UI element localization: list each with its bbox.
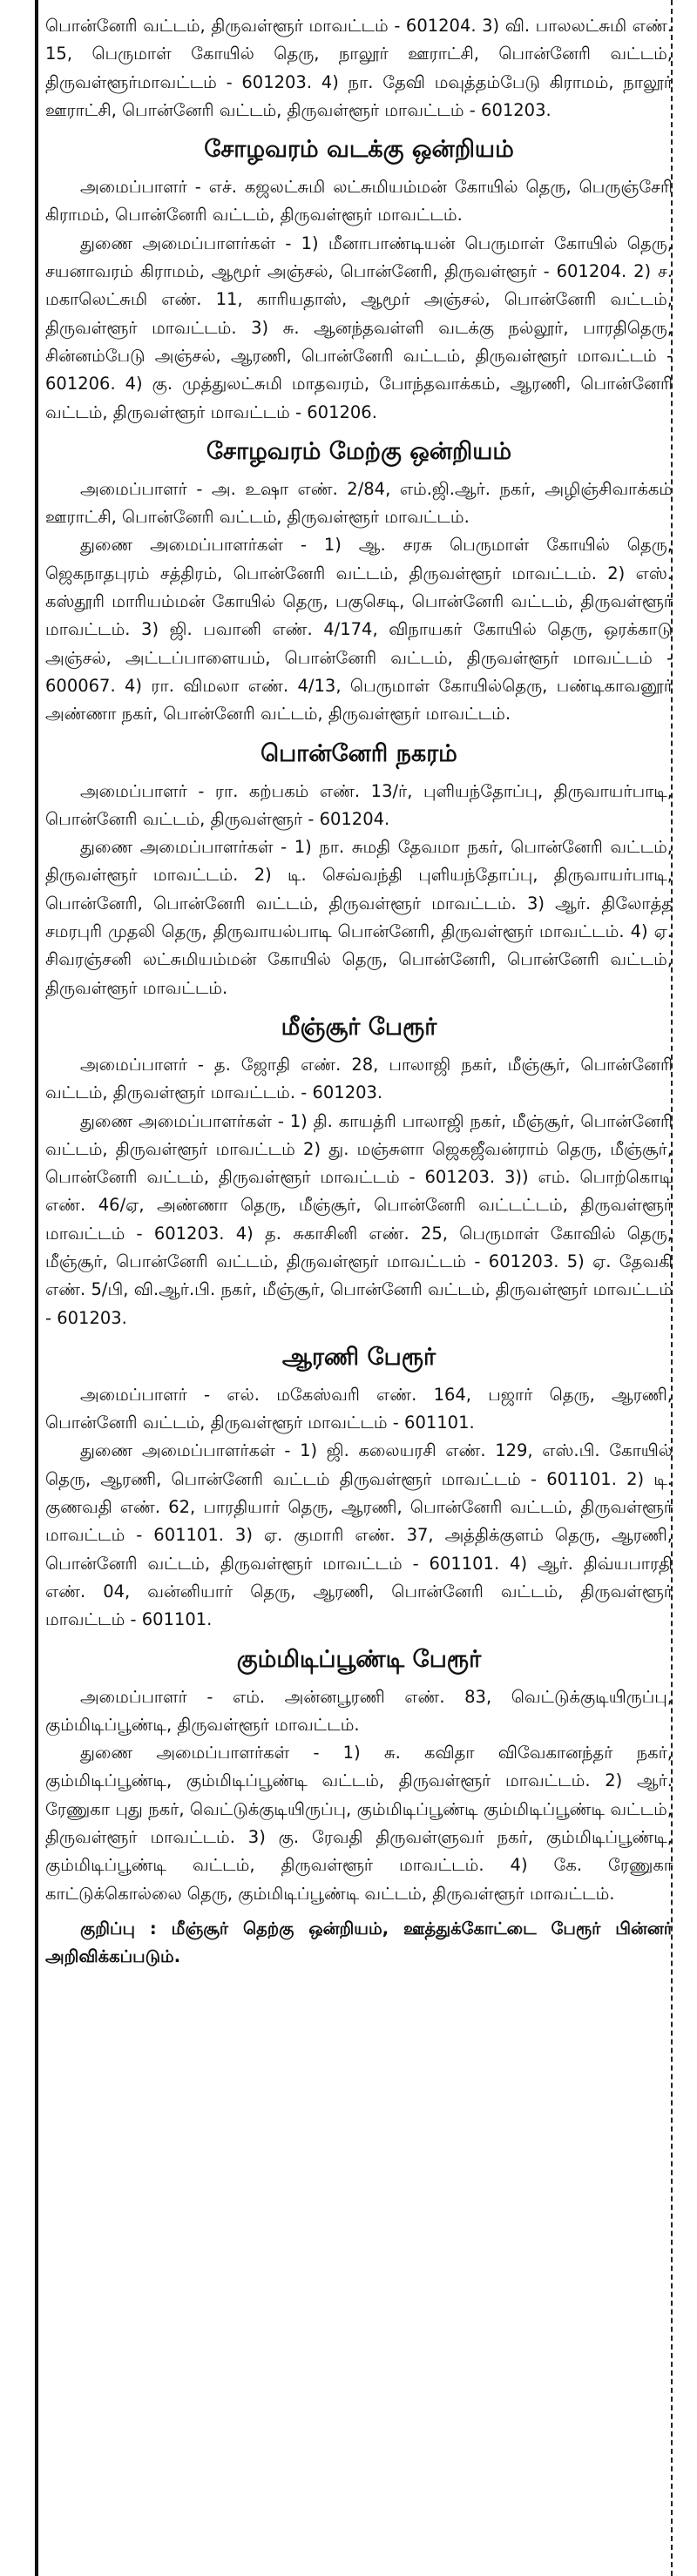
section-gummidipoondi bbox=[45, 1643, 673, 1908]
organizer-paragraph: அமைப்பாளர் - த. ஜோதி எண். 28, பாலாஜி நகர், மீஞ்சூர், பொன்னேரி வட்டம், திருவள்ளூர் மாவட்டம். - 601203. bbox=[45, 1054, 673, 1103]
section-arani bbox=[45, 1341, 673, 1635]
deputies-paragraph: துணை அமைப்பாளர்கள் - 1) ஆ. சரசு பெருமாள் கோயில் தெரு, ஜெகநாதபுரம் சத்திரம், பொன்னேரி வட்டம், திருவள்ளூர் மாவட்டம். 2) எஸ். கஸ்தூரி மாரியம்மன் கோயில் தெரு, பகுசெடி, பொன்னேரி வட்டம், திருவள்ளூர் மாவட்டம். 3) ஜி. பவானி எண். 4/174, விநாயகர் கோயில் தெரு, ஒரக்காடு அஞ்சல், அட்டப்பாளையம், பொன்னேரி வட்டம், திருவள்ளூர் மாவட்டம் - 600067. 4) ரா. விமலா எண். 4/13, பெருமாள் கோயில்தெரு, பண்டிகாவனூர் அண்ணா நகர், பொன்னேரி வட்டம், திருவள்ளூர் மாவட்டம். bbox=[45, 535, 673, 725]
deputies-paragraph: துணை அமைப்பாளர்கள் - 1) நா. சுமதி தேவமா நகர், பொன்னேரி வட்டம், திருவள்ளூர் மாவட்டம். 2) டி. செவ்வந்தி புளியந்தோப்பு, திருவாயர்பாடி, பொன்னேரி, பொன்னேரி வட்டம், திருவள்ளூர் மாவட்டம். 3) ஆர். திலோத்த சமரபுரி முதலி தெரு, திருவாயல்பாடி பொன்னேரி, திருவள்ளூர் மாவட்டம். 4) ஏ. சிவரஞ்சனி லட்சுமியம்மன் கோயில் தெரு, பொன்னேரி, பொன்னேரி வட்டம், திருவள்ளூர் மாவட்டம். bbox=[45, 837, 673, 998]
section-heading: ஆரணி பேரூர் bbox=[281, 1343, 436, 1371]
section-minjur bbox=[45, 1011, 673, 1332]
organizer-paragraph: அமைப்பாளர் - ரா. கற்பகம் எண். 13/ர், புளியந்தோப்பு, திருவாயர்பாடி, பொன்னேரி வட்டம், திருவள்ளூர் - 601204. bbox=[45, 780, 673, 829]
left-column-rule bbox=[35, 0, 38, 2576]
right-dashed-rule bbox=[671, 0, 673, 2576]
continuation-paragraph: பொன்னேரி வட்டம், திருவள்ளூர் மாவட்டம் - 601204. 3) வி. பாலலட்சுமி எண். 15, பெருமாள் கோயில் தெரு, நாலூர் ஊராட்சி, பொன்னேரி வட்டம், திருவள்ளூர்மாவட்டம் - 601203. 4) நா. தேவி மவுத்தம்பேடு கிராமம், நாலூர் ஊராட்சி, பொன்னேரி வட்டம், திருவள்ளூர் மாவட்டம் - 601203. bbox=[45, 16, 673, 120]
organizer-paragraph: அமைப்பாளர் - எம். அன்னபூரணி எண். 83, வெட்டுக்குடியிருப்பு, கும்மிடிப்பூண்டி, திருவள்ளூர் மாவட்டம். bbox=[45, 1686, 673, 1735]
organizer-paragraph: அமைப்பாளர் - அ. உஷா எண். 2/84, எம்.ஜி.ஆர். நகர், அழிஞ்சிவாக்கம் ஊராட்சி, பொன்னேரி வட்டம், திருவள்ளூர் மாவட்டம். bbox=[45, 478, 673, 528]
section-ponneri-town bbox=[45, 738, 673, 1002]
section-cholavaram-north bbox=[45, 133, 673, 427]
section-cholavaram-west bbox=[45, 435, 673, 729]
organizer-paragraph: அமைப்பாளர் - எல். மகேஸ்வரி எண். 164, பஜார் தெரு, ஆரணி, பொன்னேரி வட்டம், திருவள்ளூர் மாவட்டம் - 601101. bbox=[45, 1384, 673, 1433]
deputies-paragraph: துணை அமைப்பாளர்கள் - 1) சு. கவிதா விவேகானந்தர் நகர், கும்மிடிப்பூண்டி, கும்மிடிப்பூண்டி வட்டம், திருவள்ளூர் மாவட்டம். 2) ஆர். ரேணுகா புது நகர், வெட்டுக்குடியிருப்பு, கும்மிடிப்பூண்டி கும்மிடிப்பூண்டி வட்டம், திருவள்ளூர் மாவட்டம். 3) கு. ரேவதி திருவள்ளுவர் நகர், கும்மிடிப்பூண்டி, கும்மிடிப்பூண்டி வட்டம், திருவள்ளூர் மாவட்டம். 4) கே. ரேணுகா காட்டுக்கொல்லை தெரு, கும்மிடிப்பூண்டி வட்டம், திருவள்ளூர் மாவட்டம். bbox=[45, 1743, 673, 1904]
section-heading: சோழவரம் வடக்கு ஒன்றியம் bbox=[204, 136, 514, 164]
footnote: குறிப்பு : மீஞ்சூர் தெற்கு ஒன்றியம், ஊத்துக்கோட்டை பேரூர் பின்னர் அறிவிக்கப்படும். bbox=[45, 1918, 673, 1966]
deputies-paragraph: துணை அமைப்பாளர்கள் - 1) தி. காயத்ரி பாலாஜி நகர், மீஞ்சூர், பொன்னேரி வட்டம், திருவள்ளூர் மாவட்டம் 2) து. மஞ்சுளா ஜெகஜீவன்ராம் தெரு, மீஞ்சூர், பொன்னேரி வட்டம், திருவள்ளூர் மாவட்டம் - 601203. 3)) எம். பொற்கொடி எண். 46/ஏ, அண்ணா தெரு, மீஞ்சூர், பொன்னேரி வட்டட்டம், திருவள்ளூர் மாவட்டம் - 601203. 4) த. சுகாசினி எண். 25, பெருமாள் கோவில் தெரு, மீஞ்சூர், பொன்னேரி வட்டம், திருவள்ளூர் மாவட்டம் - 601203. 5) ஏ. தேவகி எண். 5/பி, வி.ஆர்.பி. நகர், மீஞ்சூர், பொன்னேரி வட்டம், திருவள்ளூர் மாவட்டம் - 601203. bbox=[45, 1110, 673, 1328]
section-heading: கும்மிடிப்பூண்டி பேரூர் bbox=[236, 1645, 482, 1673]
section-heading: பொன்னேரி நகரம் bbox=[261, 739, 457, 767]
section-heading: சோழவரம் மேற்கு ஒன்றியம் bbox=[206, 437, 512, 465]
organizer-paragraph: அமைப்பாளர் - எச். கஜலட்சுமி லட்சுமியம்மன் கோயில் தெரு, பெருஞ்சேரி கிராமம், பொன்னேரி வட்டம், திருவள்ளூர் மாவட்டம். bbox=[45, 177, 673, 226]
deputies-paragraph: துணை அமைப்பாளர்கள் - 1) ஜி. கலையரசி எண். 129, எஸ்.பி. கோயில் தெரு, ஆரணி, பொன்னேரி வட்டம் திருவள்ளூர் மாவட்டம் - 601101. 2) டி. குணவதி எண். 62, பாரதியார் தெரு, ஆரணி, பொன்னேரி வட்டம், திருவள்ளூர் மாவட்டம் - 601101. 3) ஏ. குமாரி எண். 37, அத்திக்குளம் தெரு, ஆரணி, பொன்னேரி வட்டம், திருவள்ளூர் மாவட்டம் - 601101. 4) ஆர். திவ்யபாரதி எண். 04, வன்னியார் தெரு, ஆரணி, பொன்னேரி வட்டம், திருவள்ளூர் மாவட்டம் - 601101. bbox=[45, 1440, 673, 1630]
section-heading: மீஞ்சூர் பேரூர் bbox=[281, 1013, 437, 1041]
deputies-paragraph: துணை அமைப்பாளர்கள் - 1) மீனாபாண்டியன் பெருமாள் கோயில் தெரு, சயனாவரம் கிராமம், ஆமூர் அஞ்சல், பொன்னேரி, திருவள்ளூர் - 601204. 2) ச. மகாலெட்சுமி எண். 11, காரியதாஸ், ஆமூர் அஞ்சல், பொன்னேரி வட்டம், திருவள்ளூர் மாவட்டம். 3) சு. ஆனந்தவள்ளி வடக்கு நல்லூர், பாரதிதெரு, சின்னம்பேடு அஞ்சல், ஆரணி, பொன்னேரி வட்டம், திருவள்ளூர் மாவட்டம் - 601206. 4) கு. முத்துலட்சுமி மாதவரம், போந்தவாக்கம், ஆரணி, பொன்னேரி வட்டம், திருவள்ளூர் மாவட்டம் - 601206. bbox=[45, 233, 673, 422]
